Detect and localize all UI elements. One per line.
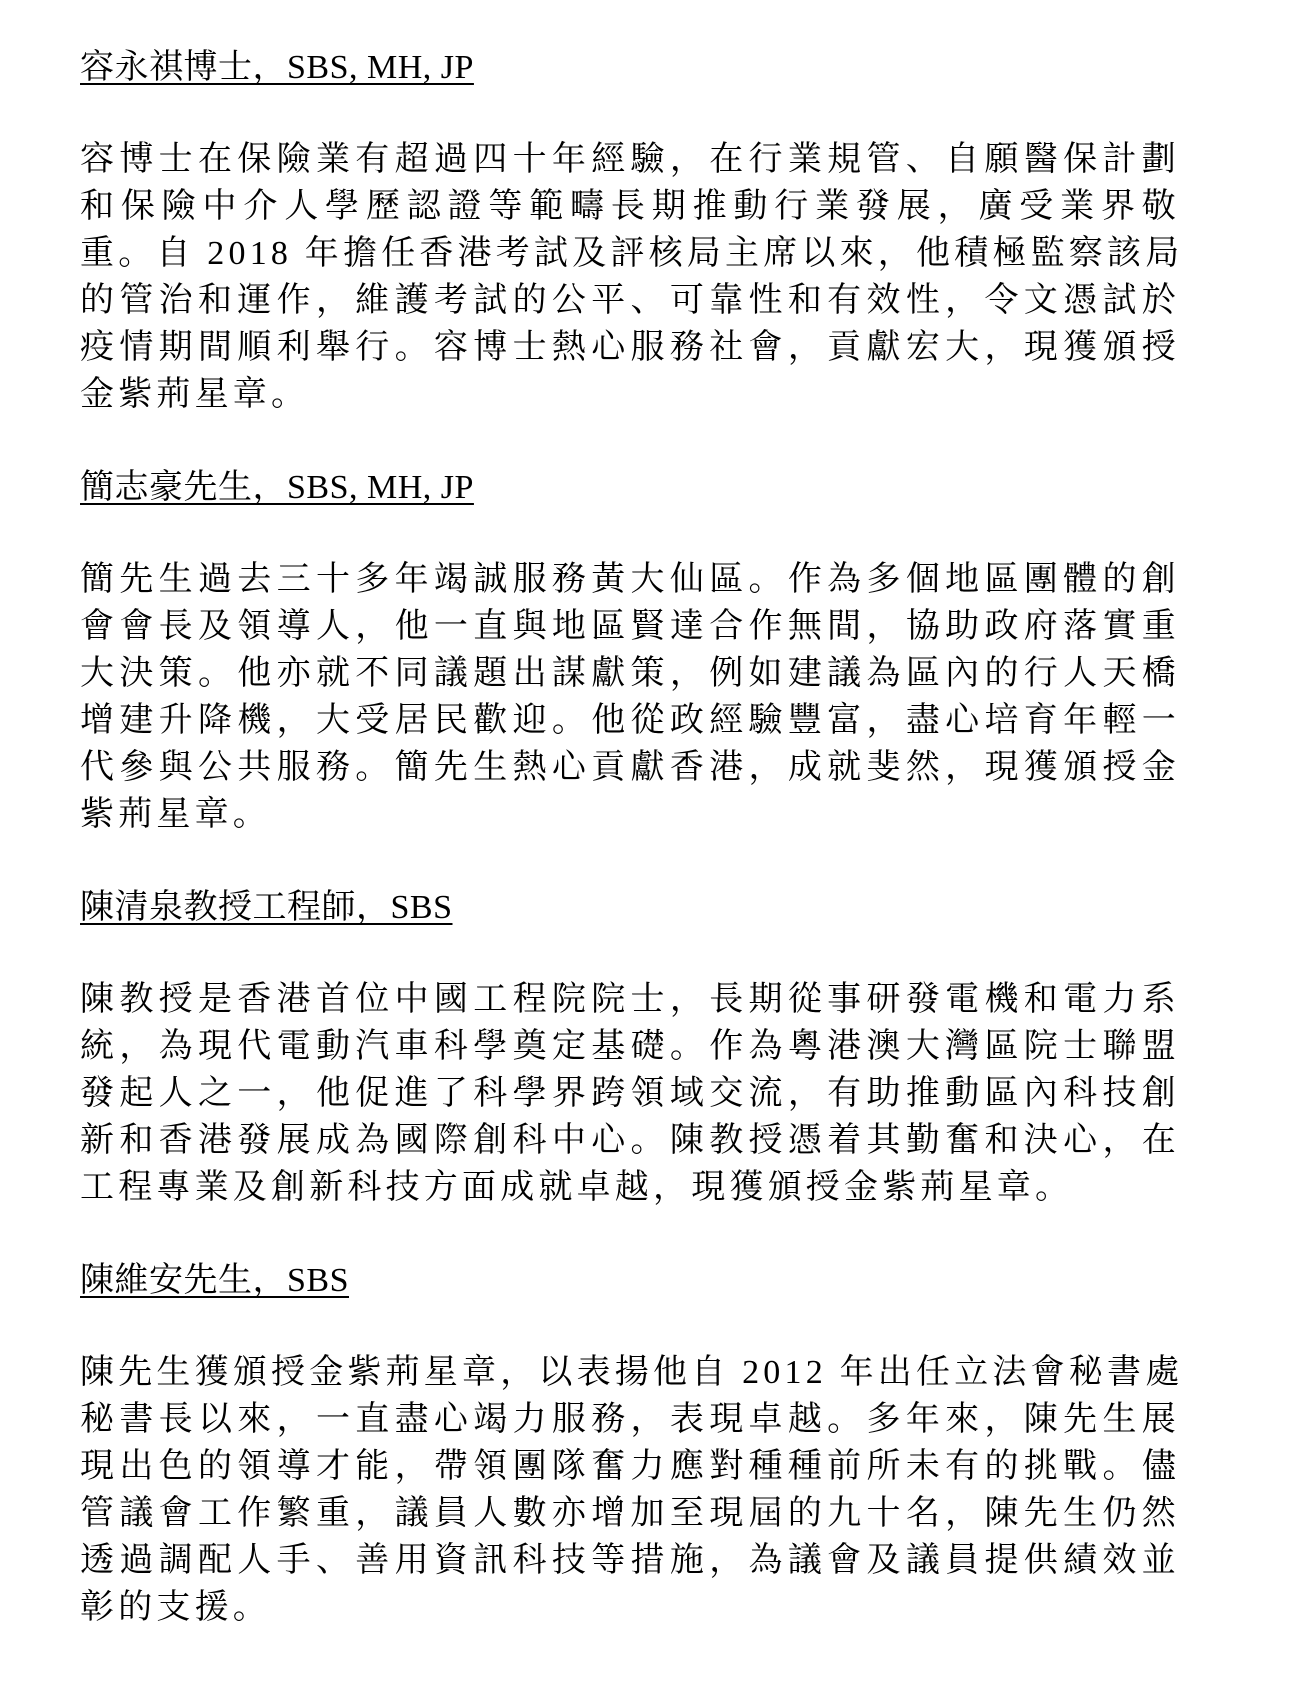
awardee-name-heading: 陳清泉教授工程師，SBS	[80, 889, 453, 926]
citation-line: 陳教授是香港首位中國工程院院士，長期從事研發電機和電力系	[80, 981, 1180, 1018]
awardee-citation	[80, 1349, 1184, 1631]
awardee-entry-kan	[80, 464, 1180, 838]
citation-line: 疫情期間順利舉行。容博士熱心服務社會，貢獻宏大，現獲頒授	[80, 329, 1180, 366]
citation-line: 會會長及領導人，他一直與地區賢達合作無間，協助政府落實重	[80, 608, 1180, 645]
awardee-name-heading: 容永祺博士，SBS, MH, JP	[80, 49, 474, 86]
awardee-entry-chan-ching-chuen	[80, 884, 1180, 1211]
awardee-entry-chan-wai-on	[80, 1257, 1184, 1631]
citation-line: 統，為現代電動汽車科學奠定基礎。作為粵港澳大灣區院士聯盟	[80, 1028, 1180, 1065]
citation-line: 容博士在保險業有超過四十年經驗，在行業規管、自願醫保計劃	[80, 141, 1180, 178]
citation-line: 紫荊星章。	[80, 796, 271, 833]
awardee-citation	[80, 976, 1180, 1211]
citation-line: 發起人之一，他促進了科學界跨領域交流，有助推動區內科技創	[80, 1075, 1180, 1112]
awardee-citation	[80, 556, 1180, 838]
citation-line: 工程專業及創新科技方面成就卓越，現獲頒授金紫荊星章。	[80, 1169, 1074, 1206]
awardee-name-heading: 簡志豪先生，SBS, MH, JP	[80, 469, 474, 506]
awardee-name-heading: 陳維安先生，SBS	[80, 1262, 349, 1299]
citation-line: 代參與公共服務。簡先生熱心貢獻香港，成就斐然，現獲頒授金	[80, 749, 1180, 786]
document-page	[80, 44, 1184, 1677]
citation-line: 秘書長以來，一直盡心竭力服務，表現卓越。多年來，陳先生展	[80, 1401, 1180, 1438]
citation-line: 重。自 2018 年擔任香港考試及評核局主席以來，他積極監察該局	[80, 235, 1184, 272]
citation-line: 大決策。他亦就不同議題出謀獻策，例如建議為區內的行人天橋	[80, 655, 1180, 692]
citation-line: 彰的支援。	[80, 1589, 271, 1626]
citation-line: 金紫荊星章。	[80, 376, 310, 413]
awardee-entry-yung	[80, 44, 1184, 418]
citation-line: 的管治和運作，維護考試的公平、可靠性和有效性，令文憑試於	[80, 282, 1180, 319]
awardee-citation	[80, 136, 1184, 418]
citation-line: 和保險中介人學歷認證等範疇長期推動行業發展，廣受業界敬	[80, 188, 1180, 225]
citation-line: 透過調配人手、善用資訊科技等措施，為議會及議員提供績效並	[80, 1542, 1180, 1579]
citation-line: 陳先生獲頒授金紫荊星章，以表揚他自 2012 年出任立法會秘書處	[80, 1354, 1184, 1391]
citation-line: 新和香港發展成為國際創科中心。陳教授憑着其勤奮和決心，在	[80, 1122, 1180, 1159]
citation-line: 簡先生過去三十多年竭誠服務黃大仙區。作為多個地區團體的創	[80, 561, 1180, 598]
citation-line: 現出色的領導才能，帶領團隊奮力應對種種前所未有的挑戰。儘	[80, 1448, 1180, 1485]
citation-line: 管議會工作繁重，議員人數亦增加至現屆的九十名，陳先生仍然	[80, 1495, 1180, 1532]
citation-line: 增建升降機，大受居民歡迎。他從政經驗豐富，盡心培育年輕一	[80, 702, 1180, 739]
